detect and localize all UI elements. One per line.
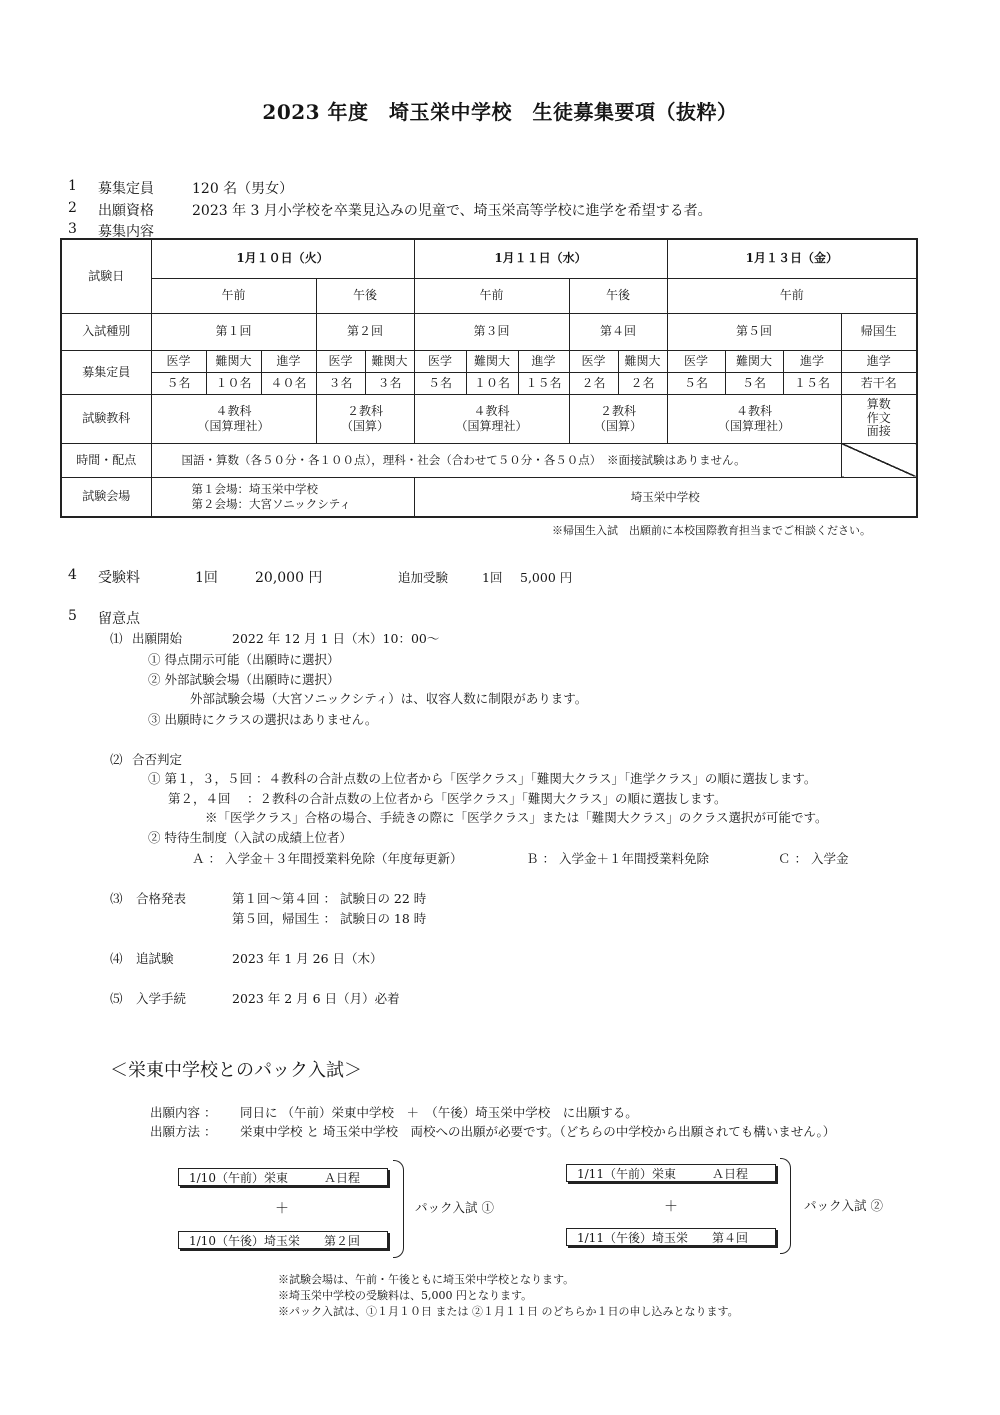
exam-type-cell: 第４回 (569, 313, 667, 350)
count-cell: １０名 (466, 372, 518, 394)
exam-type-cell: 帰国生 (841, 313, 917, 350)
session-cell: 午前 (414, 278, 569, 313)
p1-label: 出願開始 (132, 631, 183, 646)
row-label-subjects: 試験教科 (61, 394, 151, 443)
p2-label: 合否判定 (132, 752, 183, 767)
extra-fee-times: 1回 (482, 570, 503, 585)
pack1-label: パック入試 ① (415, 1200, 494, 1215)
section-1-value: 120 名（男女） (192, 181, 294, 197)
row-label-exam-type: 入試種別 (61, 313, 151, 350)
subjects-cell-kikoku: 算数 作文 面接 (841, 394, 917, 443)
fee-times: 1回 (195, 570, 218, 586)
course-cell: 難関大 (206, 350, 261, 372)
section-2-number: 2 (68, 200, 77, 216)
diagonal-cell (841, 443, 917, 477)
extra-fee-label: 追加受験 (398, 570, 449, 585)
pack1-afternoon-box: 1/10（午後）埼玉栄 第２回 (178, 1231, 388, 1249)
p3-label: 合格発表 (136, 891, 187, 906)
pack-heading: ＜栄東中学校とのパック入試＞ (110, 1060, 362, 1081)
p4-number: ⑷ (110, 951, 123, 966)
pack-method-label: 出願方法 ： (150, 1124, 217, 1139)
count-cell: ２名 (618, 372, 667, 394)
count-cell: ４０名 (261, 372, 316, 394)
pack2-label: パック入試 ② (804, 1198, 883, 1213)
row-label-capacity: 募集定員 (61, 350, 151, 394)
course-cell: 難関大 (466, 350, 518, 372)
p3-number: ⑶ (110, 891, 123, 906)
section-2-label: 出願資格 (98, 203, 154, 219)
section-5-label: 留意点 (98, 611, 140, 627)
pack-content: 同日に （午前）栄東中学校 ＋ （午後）埼玉栄中学校 に出願する。 (240, 1105, 638, 1120)
session-cell: 午前 (151, 278, 316, 313)
row-label-exam-date: 試験日 (61, 239, 151, 313)
course-cell: 医学 (569, 350, 618, 372)
count-cell: 若干名 (841, 372, 917, 394)
course-cell: 医学 (414, 350, 466, 372)
pack1-morning-box: 1/10（午前）栄東 Ａ日程 (178, 1168, 388, 1186)
count-cell: ３名 (316, 372, 365, 394)
count-cell: １５名 (518, 372, 569, 394)
course-cell: 進学 (783, 350, 841, 372)
venue-cell-1: 第１会場：埼玉栄中学校 第２会場：大宮ソニックシティ (151, 477, 414, 517)
p5-number: ⑸ (110, 991, 123, 1006)
pack-note-1: ※試験会場は、午前・午後ともに埼玉栄中学校となります。 (278, 1273, 575, 1286)
subjects-cell: ４教科 （国算理社） (151, 394, 316, 443)
p3-line-2: 第５回，帰国生 ： 試験日の 18 時 (232, 911, 427, 926)
course-cell: 進学 (518, 350, 569, 372)
count-cell: ５名 (151, 372, 206, 394)
p2-number: ⑵ (110, 752, 123, 767)
section-1-label: 募集定員 (98, 181, 154, 197)
count-cell: ２名 (569, 372, 618, 394)
count-cell: ３名 (365, 372, 414, 394)
session-cell: 午後 (316, 278, 414, 313)
course-cell: 医学 (151, 350, 206, 372)
pack2-plus: ＋ (664, 1199, 678, 1215)
course-cell: 進学 (261, 350, 316, 372)
section-5-number: 5 (68, 608, 77, 624)
p2-item-1: ① 第１，３，５回 ：４教科の合計点数の上位者から「医学クラス」「難関大クラス」「進学クラス」の順に選抜します。 (148, 771, 817, 786)
pack2-morning-box: 1/11（午前）栄東 Ａ日程 (566, 1164, 776, 1182)
p1-item-1: ① 得点開示可能（出願時に選択） (148, 652, 340, 667)
subjects-cell: ４教科 （国算理社） (667, 394, 841, 443)
course-cell: 難関大 (618, 350, 667, 372)
pack1-brace (393, 1160, 404, 1258)
fee-amount: 20,000 円 (255, 570, 323, 586)
p2-item-2: ② 特待生制度（入試の成績上位者） (148, 830, 352, 845)
section-1-number: 1 (68, 178, 77, 194)
recruitment-table (60, 238, 918, 518)
p2-item-1-note: ※「医学クラス」合格の場合、手続きの際に「医学クラス」または「難関大クラス」のクラス選択が可能です。 (205, 810, 828, 825)
section-4-number: 4 (68, 567, 77, 583)
course-cell: 難関大 (365, 350, 414, 372)
pack2-brace (780, 1158, 791, 1254)
course-cell: 難関大 (725, 350, 783, 372)
session-cell: 午前 (667, 278, 917, 313)
kikoku-note: ※帰国生入試 出願前に本校国際教育担当までご相談ください。 (552, 524, 871, 537)
p1-item-2: ② 外部試験会場（出願時に選択） (148, 672, 340, 687)
pack-content-label: 出願内容 ： (150, 1105, 217, 1120)
exam-type-cell: 第３回 (414, 313, 569, 350)
date-jan-11: 1月１１日（水） (414, 239, 667, 278)
section-2-value: 2023 年 3 月小学校を卒業見込みの児童で、埼玉栄高等学校に進学を希望する者。 (192, 203, 712, 219)
p4-label: 追試験 (136, 951, 174, 966)
exam-type-cell: 第２回 (316, 313, 414, 350)
count-cell: ５名 (667, 372, 725, 394)
subjects-cell: ２教科 （国算） (569, 394, 667, 443)
scholarship-b: Ｂ ： 入学金＋１年間授業料免除 (526, 851, 709, 866)
pack2-afternoon-box: 1/11（午後）埼玉栄 第４回 (566, 1228, 776, 1246)
p1-number: ⑴ (110, 631, 123, 646)
count-cell: ５名 (414, 372, 466, 394)
section-3-label: 募集内容 (98, 224, 154, 240)
p4-value: 2023 年 1 月 26 日（木） (232, 951, 383, 966)
date-jan-13: 1月１３日（金） (667, 239, 917, 278)
count-cell: １０名 (206, 372, 261, 394)
p1-value: 2022 年 12 月 1 日（木）10：00～ (232, 631, 440, 646)
count-cell: １５名 (783, 372, 841, 394)
row-label-time-score: 時間・配点 (61, 443, 151, 477)
time-score-cell: 国語・算数（各５０分・各１００点），理科・社会（合わせて５０分・各５０点） ※面接試験はありません。 (151, 443, 841, 477)
p5-value: 2023 年 2 月 6 日（月）必着 (232, 991, 400, 1006)
count-cell: ５名 (725, 372, 783, 394)
subjects-cell: ４教科 （国算理社） (414, 394, 569, 443)
scholarship-c: Ｃ ： 入学金 (778, 851, 849, 866)
p3-line-1: 第１回～第４回 ： 試験日の 22 時 (232, 891, 427, 906)
section-4-label: 受験料 (98, 570, 140, 586)
p1-item-3: ③ 出願時にクラスの選択はありません。 (148, 712, 378, 727)
session-cell: 午後 (569, 278, 667, 313)
scholarship-a: Ａ ： 入学金＋３年間授業料免除（年度毎更新） (192, 851, 463, 866)
course-cell: 医学 (667, 350, 725, 372)
course-cell: 進学 (841, 350, 917, 372)
p1-item-2-note: 外部試験会場（大宮ソニックシティ）は、収容人数に制限があります。 (190, 691, 588, 706)
pack1-plus: ＋ (275, 1201, 289, 1217)
pack-note-2: ※埼玉栄中学校の受験料は、5,000 円となります。 (278, 1289, 533, 1302)
extra-fee-amount: 5,000 円 (520, 570, 573, 585)
pack-note-3: ※パック入試は、①１月１０日 または ②１月１１日 のどちらか１日の申し込みとなります。 (278, 1305, 739, 1318)
row-label-venue: 試験会場 (61, 477, 151, 517)
section-3-number: 3 (68, 221, 77, 237)
exam-type-cell: 第１回 (151, 313, 316, 350)
p2-item-1b: 第２，４回 ：２教科の合計点数の上位者から「医学クラス」「難関大クラス」の順に選抜します。 (168, 791, 727, 806)
p5-label: 入学手続 (136, 991, 187, 1006)
subjects-cell: ２教科 （国算） (316, 394, 414, 443)
course-cell: 医学 (316, 350, 365, 372)
date-jan-10: 1月１０日（火） (151, 239, 414, 278)
exam-type-cell: 第５回 (667, 313, 841, 350)
page-title: 2023 年度 埼玉栄中学校 生徒募集要項（抜粋） (262, 100, 738, 124)
venue-cell-main: 埼玉栄中学校 (414, 477, 917, 517)
pack-method: 栄東中学校 と 埼玉栄中学校 両校への出願が必要です。（どちらの中学校から出願されても構いません。） (240, 1124, 836, 1139)
